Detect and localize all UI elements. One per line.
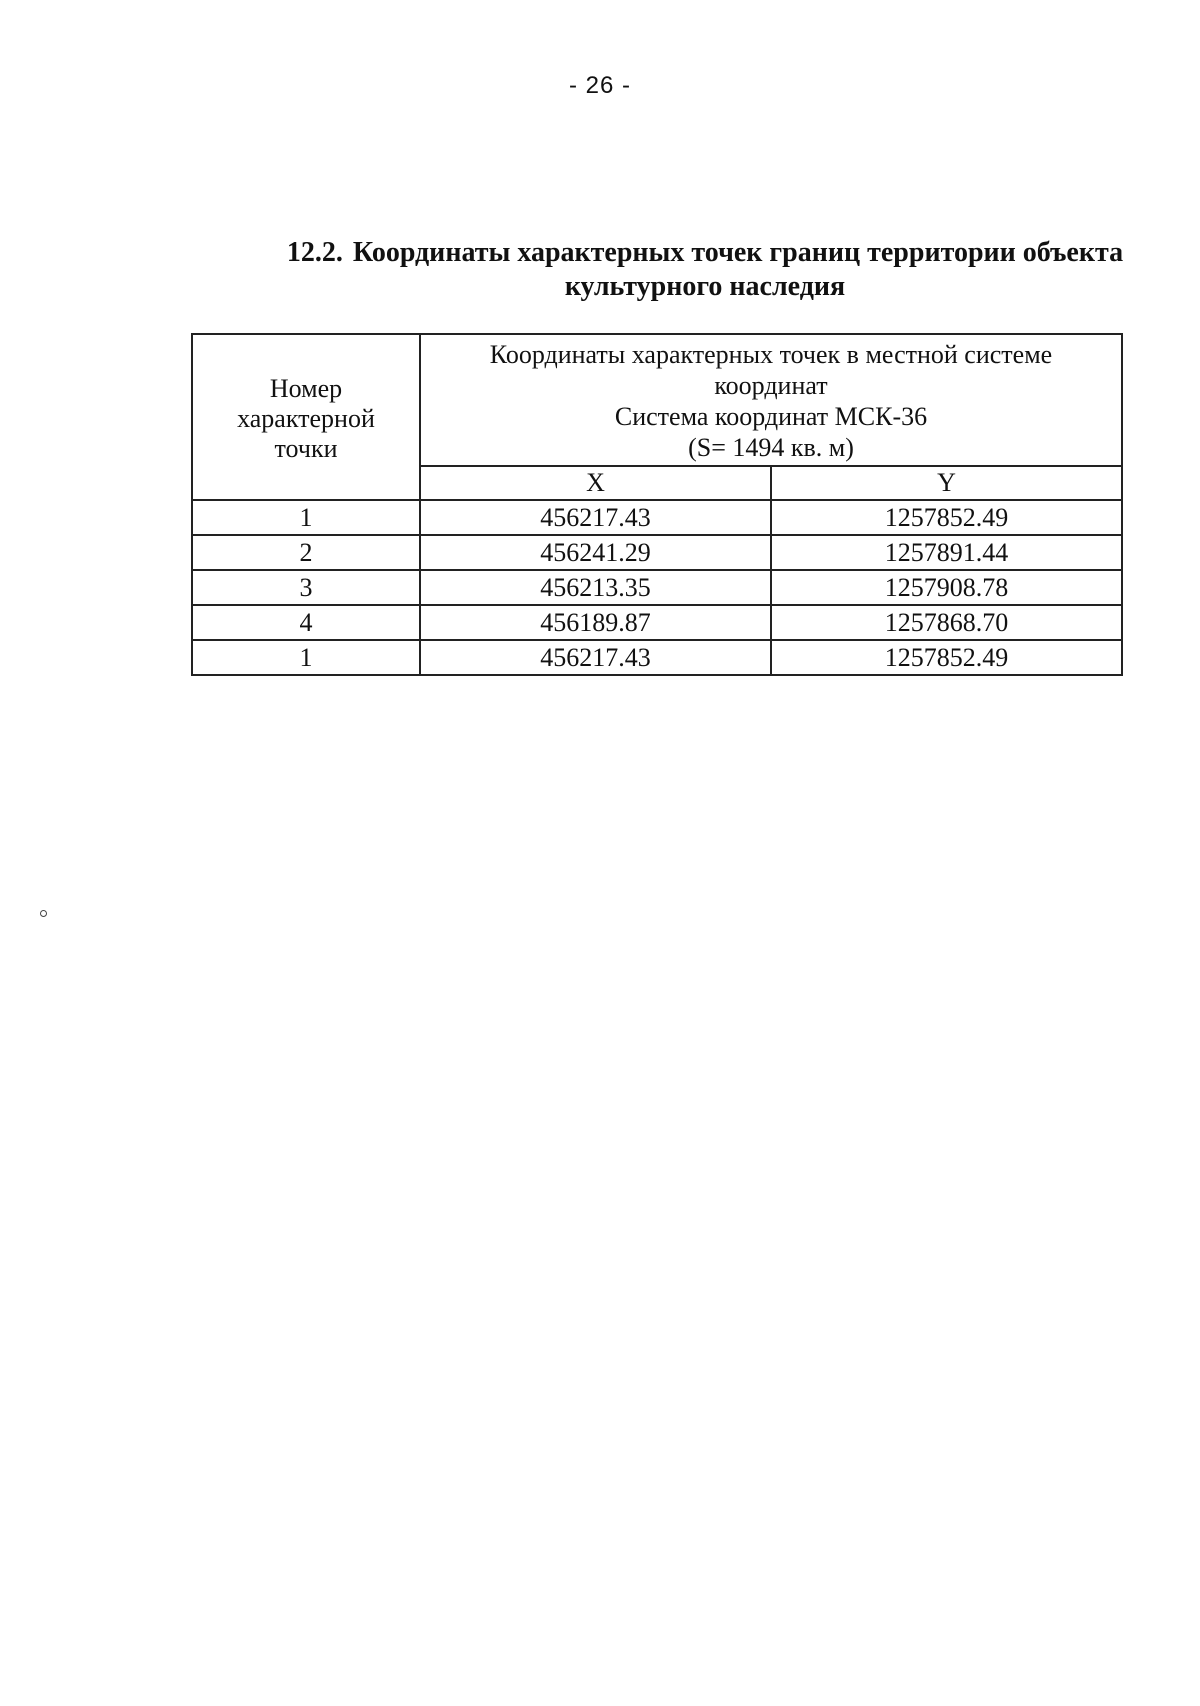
table-row bbox=[192, 535, 1122, 570]
y-cell: 1257868.70 bbox=[771, 605, 1122, 640]
y-column-header: Y bbox=[771, 466, 1122, 500]
page-number: - 26 - bbox=[568, 72, 631, 99]
y-cell: 1257908.78 bbox=[771, 570, 1122, 605]
table-row bbox=[192, 500, 1122, 535]
point-cell: 3 bbox=[192, 570, 420, 605]
point-number-header bbox=[192, 334, 420, 500]
x-column-header: X bbox=[420, 466, 771, 500]
section-number: 12.2. bbox=[286, 237, 343, 268]
group-header-line: (S= 1494 кв. м) bbox=[688, 433, 854, 462]
y-cell: 1257891.44 bbox=[771, 535, 1122, 570]
scan-speck bbox=[40, 910, 47, 917]
section-heading bbox=[240, 236, 1170, 304]
coordinates-table bbox=[191, 333, 1123, 676]
point-cell: 2 bbox=[192, 535, 420, 570]
table-row bbox=[192, 570, 1122, 605]
group-header-line: Координаты характерных точек в местной системе bbox=[489, 340, 1053, 369]
coordinates-group-header bbox=[420, 334, 1122, 466]
group-header-line: координат bbox=[714, 371, 828, 400]
x-cell: 456213.35 bbox=[420, 570, 771, 605]
y-cell: 1257852.49 bbox=[771, 640, 1122, 675]
group-header-line: Система координат МСК-36 bbox=[614, 402, 928, 431]
table-row bbox=[192, 605, 1122, 640]
x-cell: 456189.87 bbox=[420, 605, 771, 640]
point-cell: 1 bbox=[192, 500, 420, 535]
point-number-header-line: характерной bbox=[237, 404, 375, 433]
x-cell: 456217.43 bbox=[420, 640, 771, 675]
x-cell: 456241.29 bbox=[420, 535, 771, 570]
table-row bbox=[192, 640, 1122, 675]
heading-line-2: культурного наследия bbox=[564, 271, 846, 302]
x-cell: 456217.43 bbox=[420, 500, 771, 535]
heading-text-1: Координаты характерных точек границ территории объекта bbox=[352, 237, 1124, 268]
point-cell: 4 bbox=[192, 605, 420, 640]
point-number-header-line: точки bbox=[274, 434, 338, 463]
header-row-1 bbox=[192, 334, 1122, 466]
heading-line-1 bbox=[240, 236, 1170, 270]
point-cell: 1 bbox=[192, 640, 420, 675]
y-cell: 1257852.49 bbox=[771, 500, 1122, 535]
point-number-header-line: Номер bbox=[269, 374, 343, 403]
